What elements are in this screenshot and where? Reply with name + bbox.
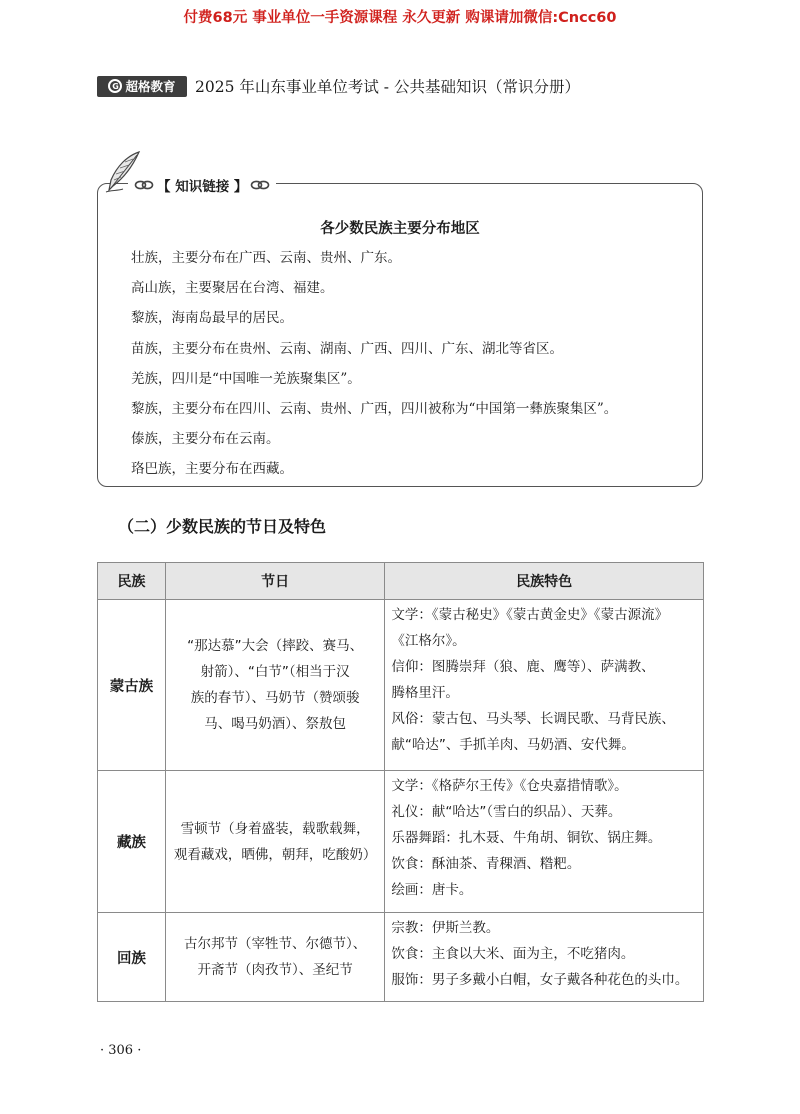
feature-line: 腾格里汗。 xyxy=(391,685,459,701)
knowledge-line: 苗族，主要分布在贵州、云南、湖南、广西、四川、广东、湖北等省区。 xyxy=(131,340,563,357)
table-header-row xyxy=(98,563,704,600)
watermark-text: 付费68元 事业单位一手资源课程 永久更新 购课请加微信:Cncc60 xyxy=(183,10,617,26)
knowledge-line: 珞巴族，主要分布在西藏。 xyxy=(131,461,293,478)
table-row xyxy=(98,600,704,771)
festival-line: 开斋节（肉孜节）、圣纪节 xyxy=(197,962,353,978)
header-title: 2025 年山东事业单位考试 - 公共基础知识（常识分册） xyxy=(195,78,580,96)
table-row xyxy=(98,771,704,913)
feature-line: 文学：《蒙古秘史》《蒙古黄金史》《蒙古源流》 xyxy=(391,607,669,623)
festival-line: 雪顿节（身着盛装，载歌载舞， xyxy=(180,820,370,837)
chain-link-icon xyxy=(250,179,270,191)
ethnic-name: 藏族 xyxy=(98,771,166,913)
feature-line: 绘画：唐卡。 xyxy=(391,882,473,898)
knowledge-line: 壮族，主要分布在广西、云南、贵州、广东。 xyxy=(131,250,401,266)
logo-mark-icon: G xyxy=(108,79,122,93)
feature-line: 信仰：图腾崇拜（狼、鹿、鹰等）、萨满教、 xyxy=(391,659,655,675)
ethnic-name: 回族 xyxy=(98,913,166,1002)
knowledge-line: 黎族，主要分布在四川、云南、贵州、广西，四川被称为“中国第一彝族聚集区”。 xyxy=(131,400,618,417)
festival-line: “那达慕”大会（摔跤、赛马、 xyxy=(187,638,364,654)
feature-line: 风俗：蒙古包、马头琴、长调民歌、马背民族、 xyxy=(391,711,675,727)
festival-line: 射箭）、“白节”（相当于汉 xyxy=(200,664,350,680)
festival-cell xyxy=(165,913,385,1002)
knowledge-line: 羌族，四川是“中国唯一羌族聚集区”。 xyxy=(131,370,361,387)
feature-line: 《江格尔》。 xyxy=(391,633,466,649)
festival-cell xyxy=(165,771,385,913)
knowledge-lines xyxy=(131,243,617,485)
knowledge-line: 傣族，主要分布在云南。 xyxy=(131,431,280,448)
features-cell xyxy=(385,913,704,1002)
knowledge-line: 黎族，海南岛最早的居民。 xyxy=(131,310,293,327)
knowledge-subtitle: 各少数民族主要分布地区 xyxy=(320,220,480,237)
table-row xyxy=(98,913,704,1002)
feature-line: 饮食：主食以大米、面为主，不吃猪肉。 xyxy=(391,946,635,962)
brand-logo xyxy=(97,76,187,97)
festival-line: 古尔邦节（宰牲节、尔德节）、 xyxy=(184,936,367,952)
section-title: （二）少数民族的节日及特色 xyxy=(118,517,327,536)
page-number: · 306 · xyxy=(100,1043,142,1058)
feature-line: 乐器舞蹈：扎木聂、牛角胡、铜钦、锅庄舞。 xyxy=(391,830,662,846)
ethnic-name: 蒙古族 xyxy=(98,600,166,771)
page-header xyxy=(97,75,580,97)
feature-line: 宗教：伊斯兰教。 xyxy=(391,920,500,936)
knowledge-line: 高山族，主要聚居在台湾、福建。 xyxy=(131,280,334,297)
feature-line: 文学：《格萨尔王传》《仓央嘉措情歌》。 xyxy=(391,778,628,794)
feature-line: 饮食：酥油茶、青稞酒、糌粑。 xyxy=(391,856,581,872)
feature-line: 礼仪：献“哈达”（雪白的织品）、天葬。 xyxy=(391,804,622,820)
festival-line: 族的春节）、马奶节（赞颂骏 xyxy=(190,690,360,706)
feature-line: 献“哈达”、手抓羊肉、马奶酒、安代舞。 xyxy=(391,737,635,753)
header-features: 民族特色 xyxy=(385,563,704,600)
festival-cell xyxy=(165,600,385,771)
chain-link-icon xyxy=(134,179,154,191)
knowledge-label xyxy=(128,175,276,195)
festival-line: 马、喝马奶酒）、祭敖包 xyxy=(204,716,346,732)
header-ethnic: 民族 xyxy=(98,563,166,600)
festival-line: 观看藏戏，晒佛，朝拜，吃酸奶） xyxy=(173,846,377,863)
features-cell xyxy=(385,600,704,771)
knowledge-label-text: 【 知识链接 】 xyxy=(157,179,248,195)
header-festival: 节日 xyxy=(165,563,385,600)
features-cell xyxy=(385,771,704,913)
feature-line: 服饰：男子多戴小白帽，女子戴各种花色的头巾。 xyxy=(391,972,689,988)
logo-text: 超格教育 xyxy=(125,79,176,94)
ethnic-festival-table xyxy=(97,562,704,1002)
